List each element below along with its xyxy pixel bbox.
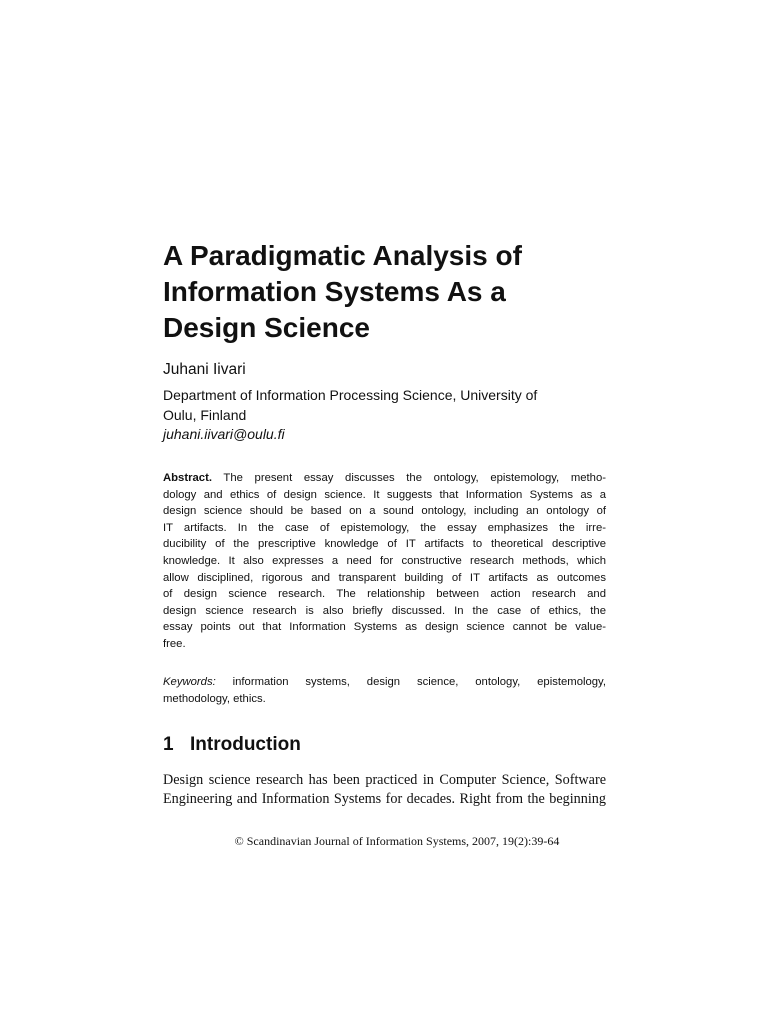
author-affiliation (163, 386, 606, 445)
body-text (163, 771, 606, 808)
section-title: Introduction (190, 734, 301, 755)
abstract-line: allow disciplined, rigorous and transparent building of IT artifacts as outcomes (163, 571, 606, 584)
keywords (163, 674, 606, 707)
abstract-line: design science should be based on a sound ontology, including an ontology of (163, 505, 606, 518)
abstract-line: knowledge. It also expresses a need for constructive research methods, which (163, 554, 606, 567)
keywords-lead: Keywords: (163, 676, 216, 688)
abstract-line: of design science research. The relationship between action research and (163, 588, 606, 601)
title-line: Design Science (163, 312, 370, 343)
author-email[interactable]: juhani.iivari@oulu.fi (163, 426, 285, 442)
abstract-line (163, 470, 606, 487)
section-heading (163, 733, 606, 757)
affiliation-line: Department of Information Processing Science, University of (163, 387, 538, 403)
abstract-line: ducibility of the prescriptive knowledge of IT artifacts to theoretical descriptive (163, 538, 606, 551)
body-line: Design science research has been practiced in Computer Science, Software (163, 772, 606, 788)
keywords-line-text: information systems, design science, ontology, epistemology, (232, 676, 607, 688)
abstract-line-text: The present essay discusses the ontology, epistemology, metho- (223, 472, 606, 484)
abstract-line: IT artifacts. In the case of epistemology, the essay emphasizes the irre- (163, 521, 606, 534)
paper-title (163, 238, 606, 346)
title-line: Information Systems As a (163, 276, 506, 307)
author-name: Juhani Iivari (163, 361, 246, 378)
keywords-line (163, 674, 606, 691)
abstract-line: free. (163, 637, 186, 650)
journal-footer: © Scandinavian Journal of Information Systems, 2007, 19(2):39-64 (234, 834, 560, 848)
abstract-lead: Abstract. (163, 472, 212, 484)
body-line: Engineering and Information Systems for decades. Right from the beginning (163, 790, 606, 807)
abstract (163, 470, 606, 653)
keywords-line: methodology, ethics. (163, 692, 266, 705)
title-line: A Paradigmatic Analysis of (163, 240, 522, 271)
abstract-line: essay points out that Information Systems as design science cannot be value- (163, 621, 606, 634)
affiliation-line: Oulu, Finland (163, 406, 247, 423)
abstract-line: dology and ethics of design science. It suggests that Information Systems as a (163, 488, 606, 501)
abstract-line: design science research is also briefly discussed. In the case of ethics, the (163, 604, 606, 617)
section-number: 1 (163, 734, 174, 755)
